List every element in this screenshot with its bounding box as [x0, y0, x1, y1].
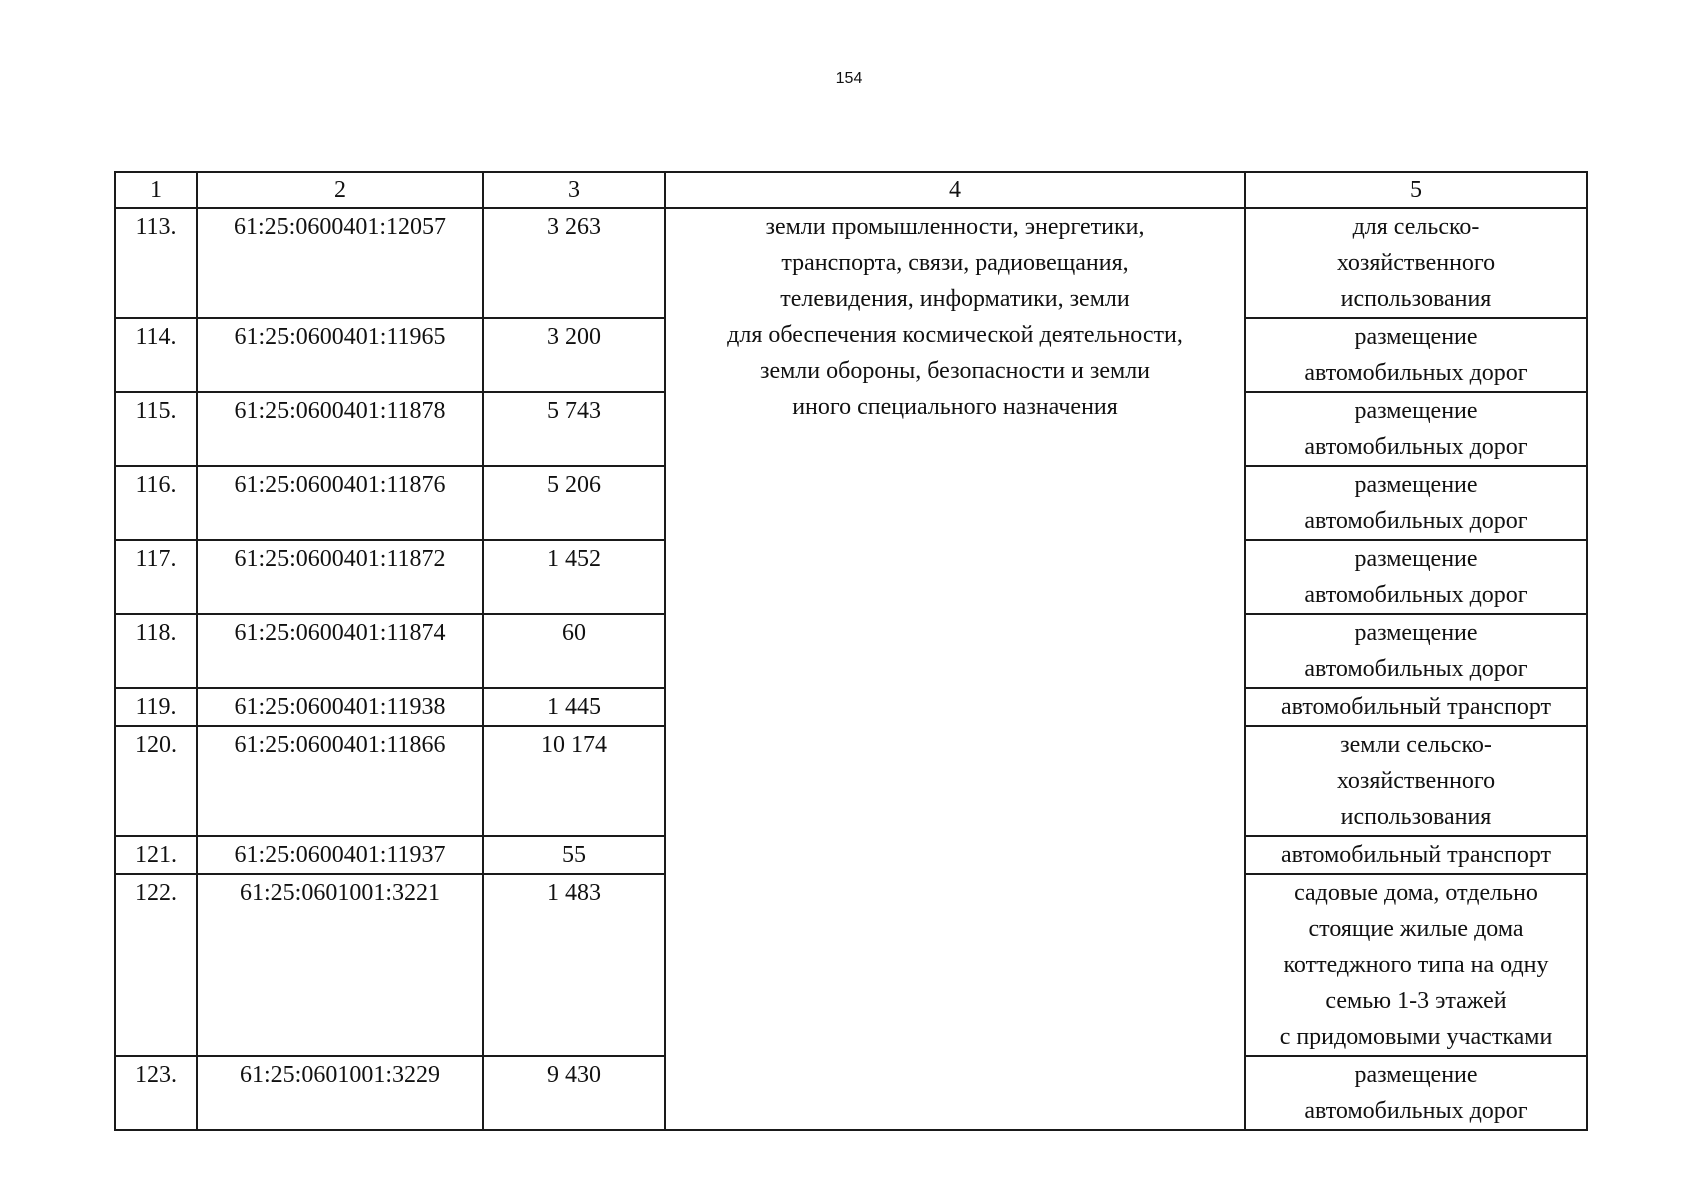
row-number: 121. [115, 836, 197, 874]
row-number: 118. [115, 614, 197, 688]
column-header: 2 [197, 172, 483, 208]
permitted-use: для сельско- хозяйственного использования [1245, 208, 1587, 318]
row-number: 119. [115, 688, 197, 726]
cadastral-number: 61:25:0600401:12057 [197, 208, 483, 318]
table-row [115, 208, 1587, 318]
permitted-use: автомобильный транспорт [1245, 688, 1587, 726]
row-number: 122. [115, 874, 197, 1056]
page-number: 154 [835, 70, 863, 87]
row-number: 123. [115, 1056, 197, 1130]
permitted-use: размещение автомобильных дорог [1245, 466, 1587, 540]
permitted-use: размещение автомобильных дорог [1245, 1056, 1587, 1130]
cadastral-number: 61:25:0600401:11872 [197, 540, 483, 614]
land-category: земли промышленности, энергетики, транспорта, связи, радиовещания, телевидения, информатики, земли для обеспечения космической деятельности, земли обороны, безопасности и земли иного специального назначения [665, 208, 1245, 1130]
cadastral-number: 61:25:0600401:11938 [197, 688, 483, 726]
row-number: 115. [115, 392, 197, 466]
column-header: 1 [115, 172, 197, 208]
permitted-use: автомобильный транспорт [1245, 836, 1587, 874]
land-plots-table [114, 171, 1588, 1131]
table-header-row [115, 172, 1587, 208]
cadastral-number: 61:25:0600401:11876 [197, 466, 483, 540]
plot-area: 55 [483, 836, 665, 874]
permitted-use: садовые дома, отдельно стоящие жилые дома коттеджного типа на одну семью 1-3 этажей с придомовыми участками [1245, 874, 1587, 1056]
cadastral-number: 61:25:0600401:11965 [197, 318, 483, 392]
cadastral-number: 61:25:0600401:11878 [197, 392, 483, 466]
cadastral-number: 61:25:0600401:11866 [197, 726, 483, 836]
plot-area: 1 445 [483, 688, 665, 726]
plot-area: 3 263 [483, 208, 665, 318]
permitted-use: размещение автомобильных дорог [1245, 614, 1587, 688]
cadastral-number: 61:25:0600401:11874 [197, 614, 483, 688]
plot-area: 1 452 [483, 540, 665, 614]
permitted-use: размещение автомобильных дорог [1245, 540, 1587, 614]
plot-area: 9 430 [483, 1056, 665, 1130]
cadastral-number: 61:25:0601001:3221 [197, 874, 483, 1056]
plot-area: 5 206 [483, 466, 665, 540]
plot-area: 10 174 [483, 726, 665, 836]
plot-area: 5 743 [483, 392, 665, 466]
row-number: 116. [115, 466, 197, 540]
column-header: 4 [665, 172, 1245, 208]
permitted-use: размещение автомобильных дорог [1245, 392, 1587, 466]
plot-area: 1 483 [483, 874, 665, 1056]
permitted-use: размещение автомобильных дорог [1245, 318, 1587, 392]
row-number: 113. [115, 208, 197, 318]
plot-area: 3 200 [483, 318, 665, 392]
row-number: 114. [115, 318, 197, 392]
column-header: 5 [1245, 172, 1587, 208]
permitted-use: земли сельско- хозяйственного использования [1245, 726, 1587, 836]
column-header: 3 [483, 172, 665, 208]
cadastral-number: 61:25:0601001:3229 [197, 1056, 483, 1130]
row-number: 117. [115, 540, 197, 614]
row-number: 120. [115, 726, 197, 836]
plot-area: 60 [483, 614, 665, 688]
cadastral-number: 61:25:0600401:11937 [197, 836, 483, 874]
